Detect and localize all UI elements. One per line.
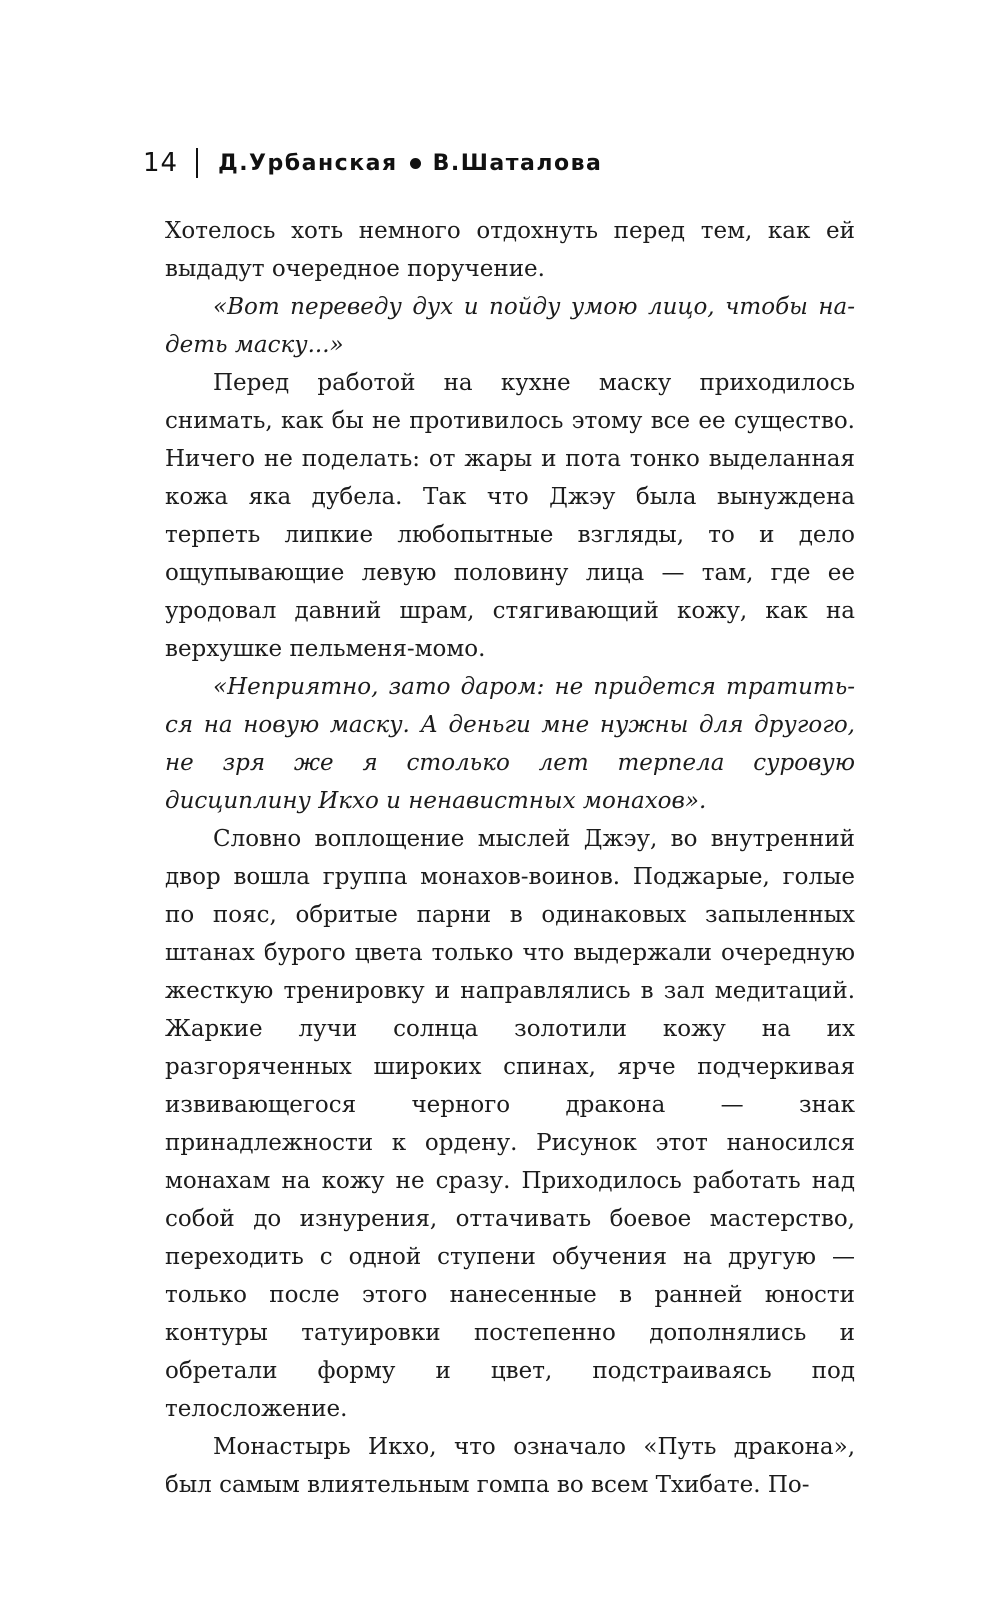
paragraph: Хотелось хоть немного отдохнуть перед тем, как ей выдадут очередное поручение. (165, 218, 855, 282)
author-name-2: В.Шаталова (432, 150, 603, 176)
author-name-1: Д.Урбанская (218, 150, 398, 176)
paragraph: Словно воплощение мыслей Джэу, во внутренний двор вошла группа монахов-воинов. Поджарые, голые по пояс, обритые парни в одинаковых запыленных штанах бурого цвета только что выдержали очередную жесткую тренировку и направлялись в зал медитаций. Жаркие лучи солнца золотили кожу на их разгоряченных широких спинах, ярче подчеркивая извивающегося черного дракона — знак принадлежности к ордену. Рисунок этот наносился монахам на кожу не сразу. Приходилось работать над собой до изнурения, оттачивать боевое мастерство, переходить с одной ступени обучения на другую — только после этого нанесенные в ранней юности контуры татуировки постепенно дополнялись и обретали форму и цвет, подстраиваясь под телосложение. (165, 826, 855, 1422)
page-number: 14 (143, 148, 179, 178)
header-divider (196, 148, 198, 178)
bullet-dot-icon (410, 158, 421, 169)
body-text (165, 212, 855, 1504)
paragraph-italic-thought: «Вот переведу дух и пойду умою лицо, чтобы на-деть маску...» (165, 294, 855, 358)
paragraph: Монастырь Икхо, что означало «Путь дракона», был самым влиятельным гомпа во всем Тхибате. По- (165, 1434, 855, 1498)
paragraph-italic-thought: «Неприятно, зато даром: не придется тратить-ся на новую маску. А деньги мне нужны для другого, не зря же я столько лет терпела суровую дисциплину Икхо и ненавистных монахов». (165, 674, 855, 814)
paragraph: Перед работой на кухне маску приходилось снимать, как бы не противилось этому все ее существо. Ничего не поделать: от жары и пота тонко выделанная кожа яка дубела. Так что Джэу была вынуждена терпеть липкие любопытные взгляды, то и дело ощупывающие левую половину лица — там, где ее уродовал давний шрам, стягивающий кожу, как на верхушке пельменя-момо. (165, 370, 855, 662)
running-header (143, 143, 602, 183)
